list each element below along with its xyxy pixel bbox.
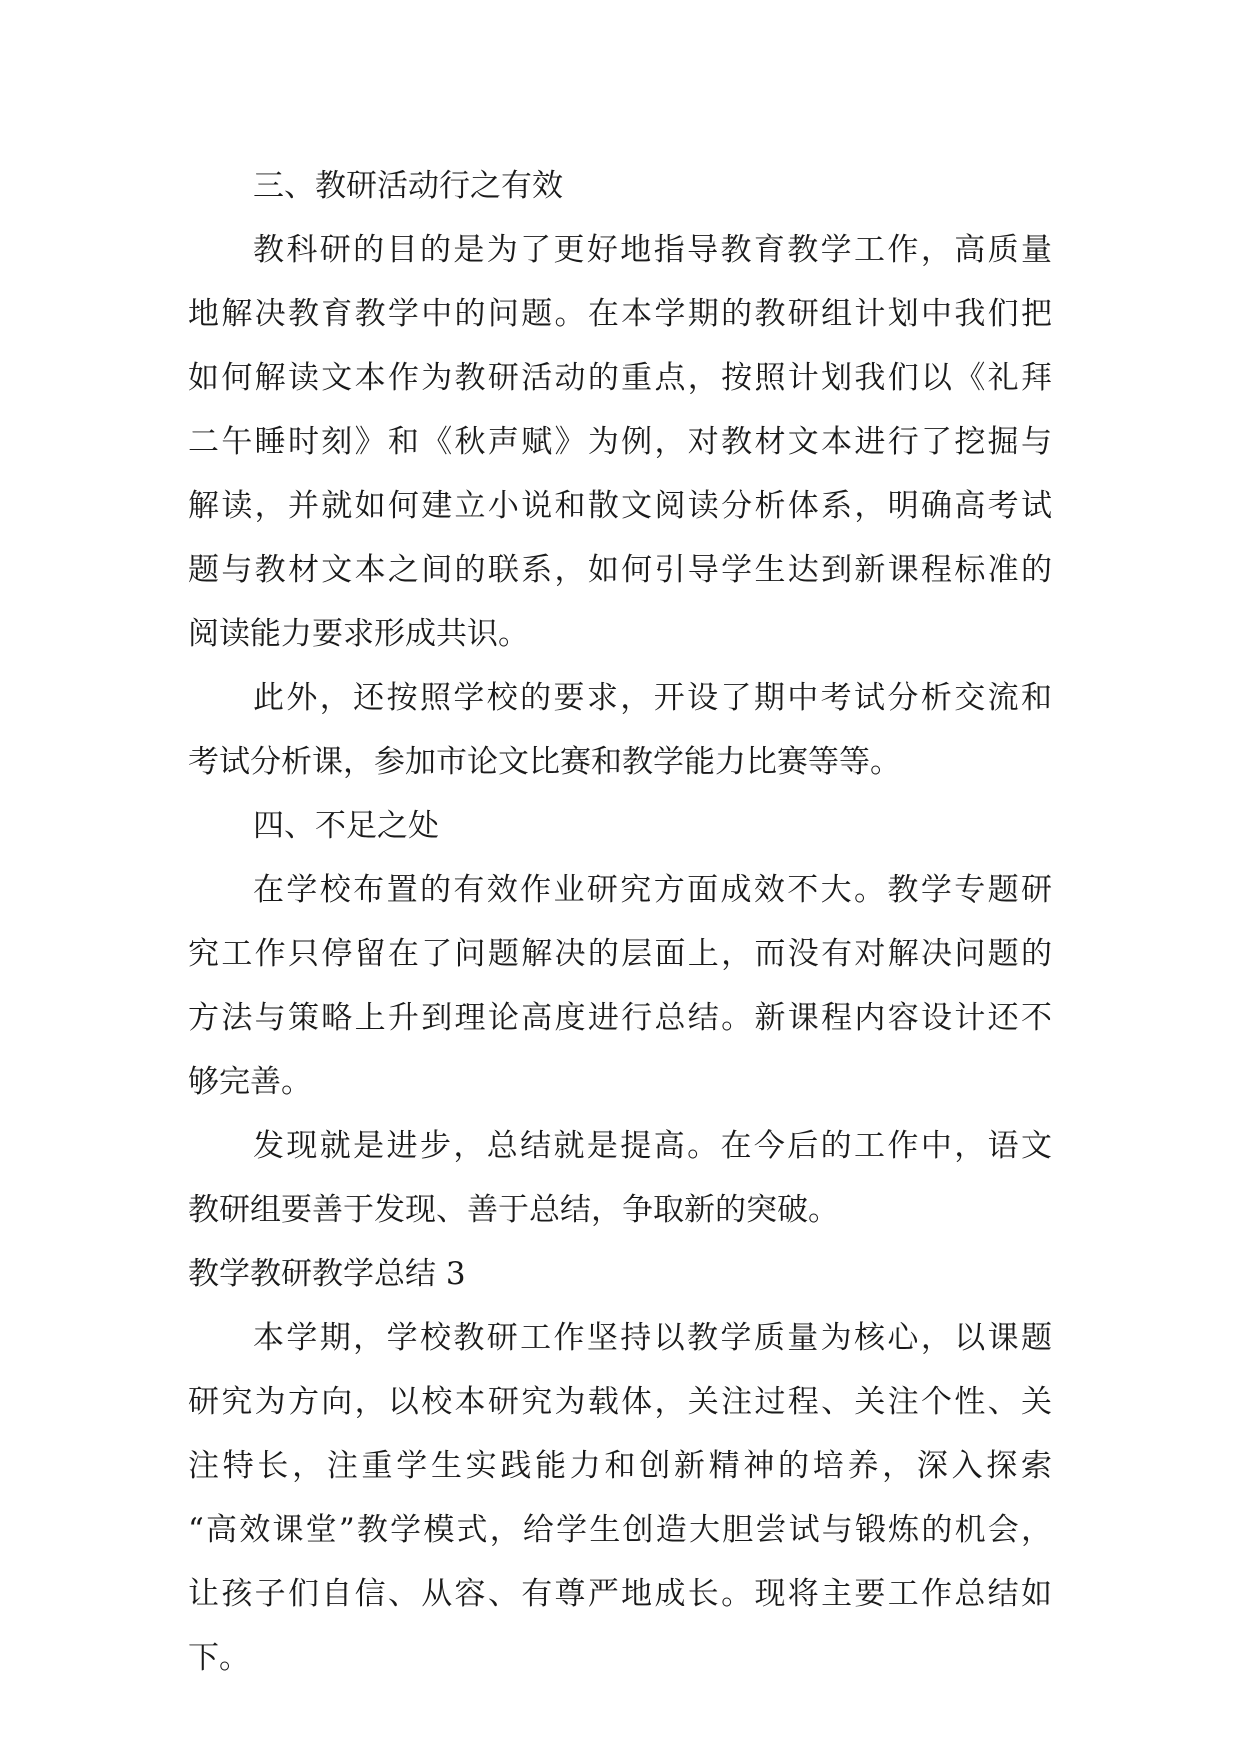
paragraph-line: 如何解读文本作为教研活动的重点，按照计划我们以《礼拜 (188, 360, 1052, 396)
paragraph-line: 方法与策略上升到理论高度进行总结。新课程内容设计还不 (188, 1000, 1052, 1036)
paragraph-line: 题与教材文本之间的联系，如何引导学生达到新课程标准的 (188, 552, 1052, 588)
paragraph-line: 注特长，注重学生实践能力和创新精神的培养，深入探索 (188, 1448, 1052, 1484)
paragraph-line: 教科研的目的是为了更好地指导教育教学工作，高质量 (253, 232, 1052, 268)
section-heading-3: 三、教研活动行之有效 (253, 168, 563, 204)
paragraph-line: “高效课堂”教学模式，给学生创造大胆尝试与锻炼的机会， (188, 1512, 1052, 1548)
paragraph-line: 够完善。 (188, 1064, 312, 1100)
paragraph-line: 研究为方向，以校本研究为载体，关注过程、关注个性、关 (188, 1384, 1052, 1420)
paragraph-line: 究工作只停留在了问题解决的层面上，而没有对解决问题的 (188, 936, 1052, 972)
paragraph-line: 二午睡时刻》和《秋声赋》为例，对教材文本进行了挖掘与 (188, 424, 1052, 460)
paragraph-line: 让孩子们自信、从容、有尊严地成长。现将主要工作总结如 (188, 1576, 1052, 1612)
paragraph-line: 考试分析课，参加市论文比赛和教学能力比赛等等。 (188, 744, 901, 780)
paragraph-line: 本学期，学校教研工作坚持以教学质量为核心，以课题 (253, 1320, 1052, 1356)
paragraph-line: 此外，还按照学校的要求，开设了期中考试分析交流和 (253, 680, 1052, 716)
section-heading-4: 四、不足之处 (253, 808, 439, 844)
paragraph-line: 解读，并就如何建立小说和散文阅读分析体系，明确高考试 (188, 488, 1052, 524)
paragraph-line: 阅读能力要求形成共识。 (188, 616, 529, 652)
paragraph-line: 在学校布置的有效作业研究方面成效不大。教学专题研 (253, 872, 1052, 908)
paragraph-line: 地解决教育教学中的问题。在本学期的教研组计划中我们把 (188, 296, 1052, 332)
document-subtitle: 教学教研教学总结 3 (188, 1256, 466, 1292)
paragraph-line: 下。 (188, 1640, 250, 1676)
paragraph-line: 发现就是进步，总结就是提高。在今后的工作中，语文 (253, 1128, 1052, 1164)
paragraph-line: 教研组要善于发现、善于总结，争取新的突破。 (188, 1192, 839, 1228)
